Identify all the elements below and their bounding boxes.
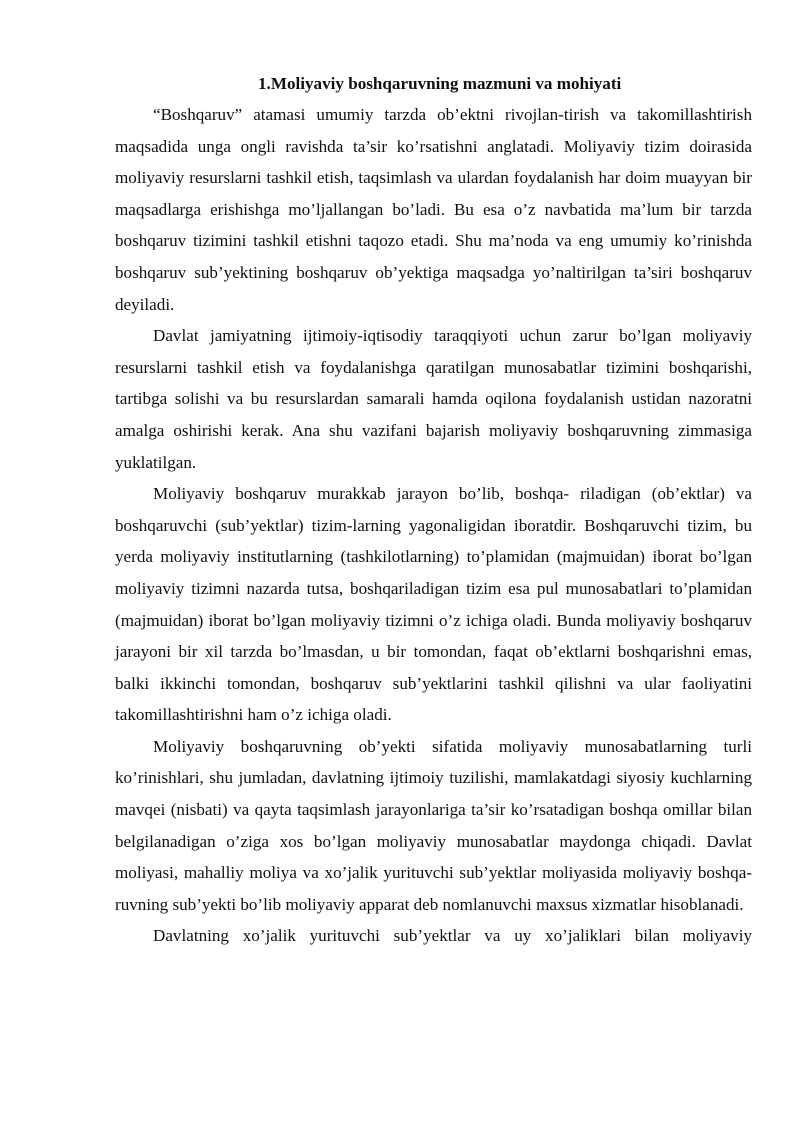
- section-title: 1.Moliyaviy boshqaruvning mazmuni va mohiyati: [258, 74, 622, 93]
- paragraph-5: Davlatning xo’jalik yurituvchi sub’yektlar va uy xo’jaliklari bilan moliyaviy: [153, 926, 752, 946]
- paragraph-4: Moliyaviy boshqaruvning ob’yekti sifatida moliyaviy munosabatlarning turli ko’rinishlari, shu jumladan, davlatning ijtimoiy tuzilishi, mamlakatdagi siyosiy kuchlarning mavqei (nisbati) va qayta taqsimlash jarayonlariga ta’sir ko’rsatadigan boshqa omillar bilan belgilanadigan o’ziga xos bo’lgan moliyaviy munosabatlar maydonga chiqadi. Davlat moliyasi, mahalliy moliya va xo’jalik yurituvchi sub’yektlar moliyasida moliyaviy boshqa-ruvning sub’yekti bo’lib moliyaviy apparat deb nomlanuvchi maxsus xizmatlar hisoblanadi.: [115, 736, 752, 914]
- paragraph-1: “Boshqaruv” atamasi umumiy tarzda ob’ektni rivojlan-tirish va takomillashtirish maqsadida unga ongli ravishda ta’sir ko’rsatishni anglatadi. Moliyaviy tizim doirasida moliyaviy resurslarni tashkil etish, taqsimlash va ulardan foydalanish har doim muayyan bir maqsadlarga erishishga mo’ljallangan bo’ladi. Bu esa o’z navbatida ma’lum bir tarzda boshqaruv tizimini tashkil etishni taqozo etadi. Shu ma’noda va eng umumiy ko’rinishda boshqaruv sub’yektining boshqaruv ob’yektiga maqsadga yo’naltirilgan ta’siri boshqaruv deyiladi.: [115, 105, 752, 314]
- paragraph-2: Davlat jamiyatning ijtimoiy-iqtisodiy taraqqiyoti uchun zarur bo’lgan moliyaviy resurslarni tashkil etish va foydalanishga qaratilgan munosabatlar tizimini boshqarishi, tartibga solishi va bu resurslardan samarali hamda oqilona foydalanish ustidan nazoratni amalga oshirishi kerak. Ana shu vazifani bajarish moliyaviy boshqaruvning zimmasiga yuklatilgan.: [115, 326, 752, 472]
- paragraph-3: Moliyaviy boshqaruv murakkab jarayon bo’lib, boshqa- riladigan (ob’ektlar) va boshqaruvchi (sub’yektlar) tizim-larning yagonaligidan iboratdir. Boshqaruvchi tizim, bu yerda moliyaviy institutlarning (tashkilotlarning) to’plamidan (majmuidan) iborat bo’lgan moliyaviy tizimni nazarda tutsa, boshqariladigan tizim esa pul munosabatlari to’plamidan (majmuidan) iborat bo’lgan moliyaviy tizimni o’z ichiga oladi. Bunda moliyaviy boshqaruv jarayoni bir xil tarzda bo’lmasdan, u bir tomondan, faqat ob’ektlarni boshqarishni emas, balki ikkinchi tomondan, boshqaruv sub’yektlarini tashkil qilishni va ular faoliyatini takomillashtirishni ham o’z ichiga oladi.: [115, 484, 752, 725]
- document-page: [115, 68, 752, 952]
